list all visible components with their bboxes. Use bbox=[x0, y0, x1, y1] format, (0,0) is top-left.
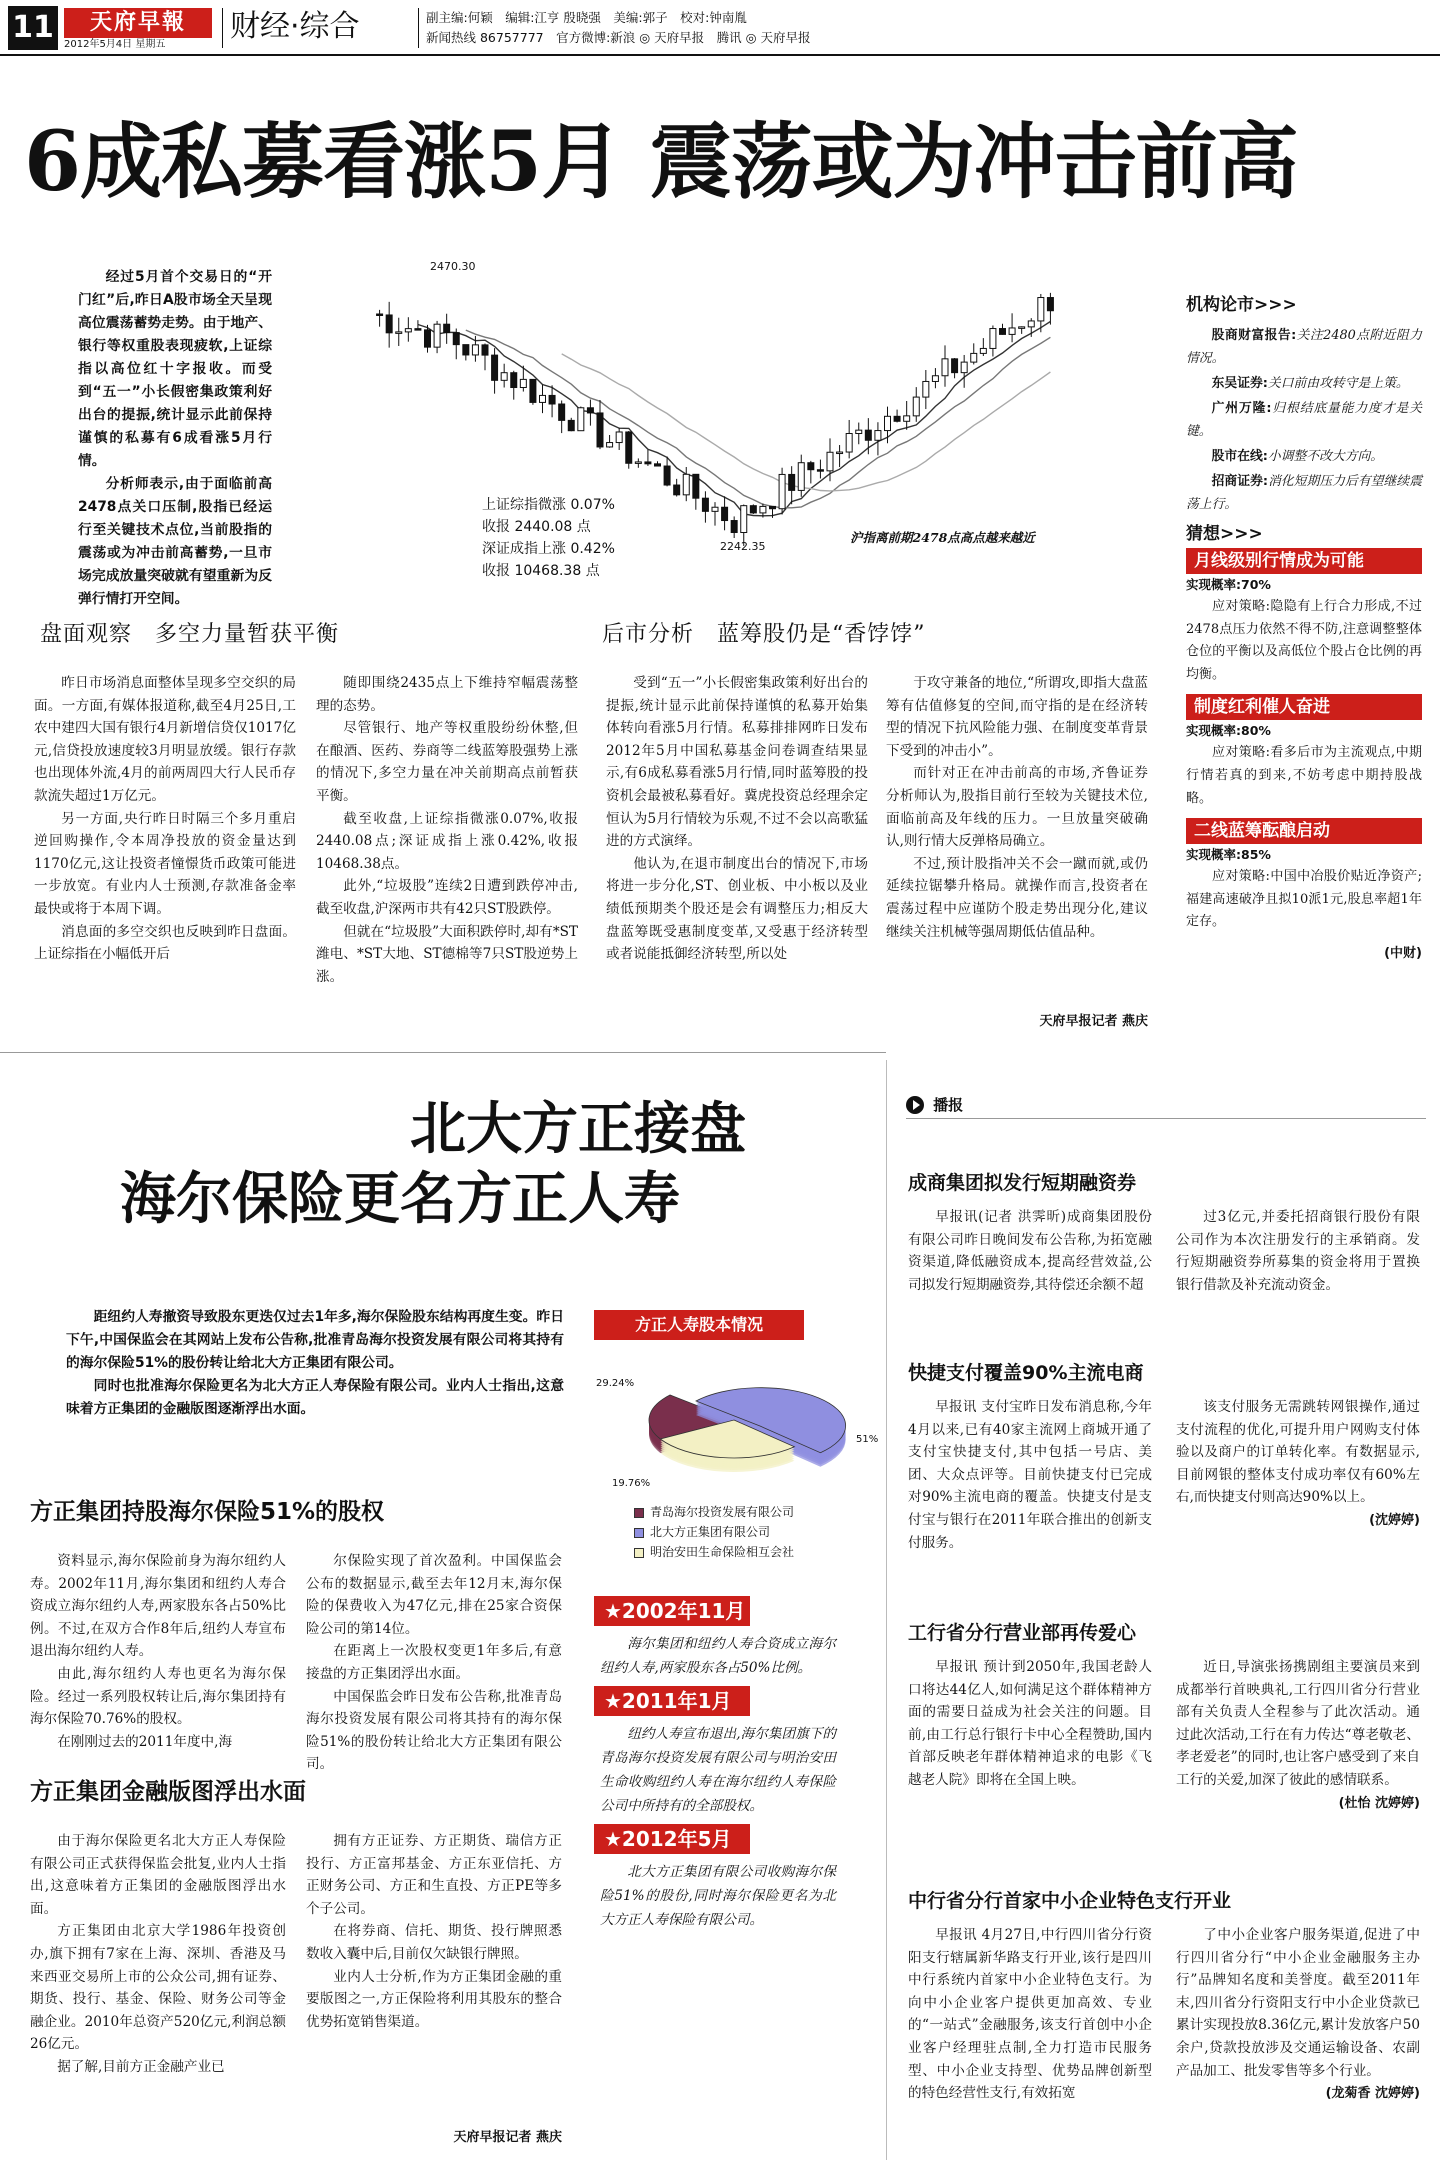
candle-body bbox=[607, 443, 613, 447]
brief-left-column: 早报讯 预计到2050年,我国老龄人口将达44亿人,如何满足这个群体精神方面的需要日益成为社会关注的问题。目前,由工行总行银行卡中心全程赞助,国内首部反映老年群体精神追求的电影《飞越老人院》即将在全国上映。 bbox=[908, 1659, 1152, 1788]
candle-body bbox=[405, 329, 411, 332]
paragraph: 资料显示,海尔保险前身为海尔纽约人寿。2002年11月,海尔集团和纽约人寿合资成立海尔纽约人寿,两家股东各占50%比例。不过,在双方合作8年后,纽约人寿宣布退出海尔纽约人寿。 bbox=[30, 1553, 286, 1660]
candle-body bbox=[635, 462, 641, 464]
institution-opinion: 消化短期压力后有望继续震荡上行。 bbox=[1186, 474, 1423, 512]
story2-title-2: 海尔保险更名方正人寿 bbox=[120, 1166, 680, 1232]
chart-stats bbox=[482, 494, 615, 582]
timeline-item bbox=[594, 1686, 838, 1818]
pie-panel bbox=[594, 1310, 884, 1590]
story2-byline: 天府早报记者 燕庆 bbox=[453, 2130, 562, 2145]
candle-body bbox=[1009, 328, 1015, 334]
timeline-year: ★2002年11月 bbox=[594, 1596, 750, 1626]
institution-opinion: 归根结底量能力度才是关键。 bbox=[1186, 401, 1422, 439]
legend-swatch bbox=[634, 1508, 644, 1518]
paragraph: 不过,预计股指冲关不会一蹴而就,或仍延续拉锯攀升格局。就操作而言,投资者在震荡过程中应谨防个股走势出现分化,建议继续关注机械等强周期低估值品种。 bbox=[886, 855, 1148, 940]
chart-note: 沪指离前期2478点高点越来越近 bbox=[850, 530, 1035, 545]
candle-body bbox=[1000, 329, 1006, 335]
candle-body bbox=[731, 521, 737, 533]
candle-body bbox=[932, 376, 938, 382]
candle-body bbox=[463, 345, 469, 355]
paragraph: 此外,“垃圾股”连续2日遭到跌停冲击,截至收盘,沪深两市共有42只ST股跌停。 bbox=[316, 878, 578, 917]
candle-body bbox=[693, 474, 699, 498]
guess-strategy: 应对策略:中国中冶股价贴近净资产;福建高速破净且拟10派1元,股息率超1年定存。 bbox=[1186, 869, 1422, 930]
paragraph: 随即围绕2435点上下维持窄幅震荡整理的态势。 bbox=[316, 675, 578, 714]
brief-right-column: 近日,导演张扬携剧组主要演员来到成都举行首映典礼,工行四川省分行营业部有关负责人全程参与了此次活动。通过此次活动,工行在有力传达“尊老敬老、孝老爱老”的同时,也让客户感受到了来自工行的关爱,加深了彼此的感情联系。 bbox=[1176, 1659, 1420, 1788]
story2-subhead-1: 方正集团持股海尔保险51%的股权 bbox=[30, 1499, 385, 1525]
candle-body bbox=[1038, 298, 1044, 321]
legend-label: 北大方正集团有限公司 bbox=[650, 1525, 771, 1539]
candle-body bbox=[1047, 298, 1053, 311]
story2-column-d bbox=[306, 1830, 562, 2033]
candle-body bbox=[453, 333, 459, 345]
brief-right-column: 了中小企业客户服务渠道,促进了中行四川省分行“中小企业金融服务主办行”品牌知名度和美誉度。截至2011年末,四川省分行资阳支行中小企业贷款已累计实现投放8.36亿元,累计发放客户50余户,贷款投放涉及交通运输设备、农副产品加工、批发零售等多个行业。 bbox=[1176, 1927, 1420, 2079]
candle-body bbox=[492, 355, 498, 380]
paragraph: 在距离上一次股权变更1年多后,有意接盘的方正集团浮出水面。 bbox=[306, 1643, 562, 1682]
candle-body bbox=[645, 462, 651, 464]
candle-body bbox=[837, 452, 843, 454]
paragraph: 尔保险实现了首次盈利。中国保监会公布的数据显示,截至去年12月末,海尔保险的保费收入为47亿元,排在25家合资保险公司的第14位。 bbox=[306, 1553, 562, 1637]
candle-body bbox=[683, 474, 689, 495]
story1-subhead-1: 盘面观察 多空力量暂获平衡 bbox=[40, 622, 340, 647]
timeline bbox=[594, 1596, 838, 1938]
guess-item bbox=[1186, 548, 1422, 686]
institution-name: 招商证券: bbox=[1211, 474, 1269, 489]
candle-body bbox=[482, 345, 488, 355]
story1-column-4 bbox=[886, 672, 1148, 943]
briefs-header-label: 播报 bbox=[933, 1096, 964, 1114]
candle-body bbox=[750, 506, 756, 513]
brief-title: 快捷支付覆盖90%主流电商 bbox=[908, 1362, 1144, 1384]
candle-body bbox=[741, 506, 747, 533]
candle-body bbox=[674, 485, 680, 495]
newspaper-logo: 天府早報 bbox=[64, 8, 212, 38]
pie-label: 19.76% bbox=[612, 1478, 651, 1489]
brief-item bbox=[908, 1618, 1420, 1811]
index-chart bbox=[330, 258, 1090, 579]
institution-view bbox=[1186, 397, 1422, 443]
timeline-year: ★2012年5月 bbox=[594, 1824, 750, 1854]
candle-body bbox=[568, 420, 574, 430]
candle-body bbox=[846, 434, 852, 453]
candle-body bbox=[856, 430, 862, 433]
section-name: 财经·综合 bbox=[230, 9, 360, 44]
guess-item bbox=[1186, 694, 1422, 810]
page-number: 11 bbox=[8, 6, 58, 50]
legend-swatch bbox=[634, 1548, 644, 1558]
candle-body bbox=[559, 404, 565, 420]
stat-line: 上证综指微涨 0.07% bbox=[482, 497, 615, 513]
candle-body bbox=[587, 408, 593, 413]
candle-body bbox=[626, 432, 632, 463]
candle-body bbox=[923, 381, 929, 397]
paragraph: 于攻守兼备的地位,“所谓攻,即指大盘蓝筹有估值修复的空间,而守指的是在经济转型的情况下抗风险能力强、在制度变革背景下受到的冲击小”。 bbox=[886, 675, 1148, 759]
staff-credits: 副主编:何颖 编辑:江亨 殷晓强 美编:郭子 校对:钟南胤 bbox=[426, 10, 747, 25]
institution-name: 股市在线: bbox=[1211, 449, 1268, 464]
candle-body bbox=[808, 463, 814, 470]
pie-legend-item bbox=[634, 1522, 882, 1542]
candle-body bbox=[530, 379, 536, 402]
candle-body bbox=[511, 373, 517, 388]
candle-body bbox=[501, 373, 507, 381]
institution-view bbox=[1186, 470, 1422, 516]
guess-title-tag: 二线蓝筹酝酿启动 bbox=[1186, 818, 1422, 844]
divider bbox=[222, 8, 223, 48]
lead-paragraph: 分析师表示,由于面临前高2478点关口压制,股指已经运行至关键技术点位,当前股指的震荡或为冲击前高蓄势,一旦市场完成放量突破就有望重新为反弹行情打开空间。 bbox=[78, 476, 272, 607]
paragraph: 在刚刚过去的2011年度中,海 bbox=[57, 1733, 233, 1750]
pie-label: 29.24% bbox=[596, 1378, 635, 1389]
candle-body bbox=[952, 359, 958, 373]
brief-left-column: 早报讯 支付宝昨日发布消息称,今年4月以来,已有40家主流网上商城开通了支付宝快捷支付,其中包括一号店、美团、大众点评等。目前快捷支付已完成对90%主流电商的覆盖。快捷支付是支付宝与银行在2011年联合推出的创新支付服务。 bbox=[908, 1399, 1152, 1551]
paragraph: 业内人士分析,作为方正集团金融的重要版图之一,方正保险将利用其股东的整合优势拓宽销售渠道。 bbox=[306, 1968, 562, 2030]
paragraph: 他认为,在退市制度出台的情况下,市场将进一步分化,ST、创业板、中小板以及业绩低预期类个股还是会有调整压力;相反大盘蓝筹既受惠制度变革,又受惠于经济转型或者说能抵御经济转型,所以处 bbox=[606, 855, 868, 963]
institution-view bbox=[1186, 372, 1422, 395]
issue-date: 2012年5月4日 星期五 bbox=[64, 39, 166, 50]
lead-paragraph: 经过5月首个交易日的“开门红”后,昨日A股市场全天呈现高位震荡蓄势走势。由于地产、银行等权重股表现疲软,上证综指以高位红十字报收。而受到“五一”小长假密集政策利好出台的提振,统计显示此前保持谨慎的私募有6成看涨5月行情。 bbox=[78, 269, 272, 469]
candle-body bbox=[1028, 321, 1034, 327]
paragraph: 消息面的多空交织也反映到昨日盘面。上证综指在小幅低开后 bbox=[34, 923, 296, 963]
guess-strategy: 应对策略:隐隐有上行合力形成,不过2478点压力依然不得不防,注意调整整体仓位的平衡以及高低位个股占仓比例的再均衡。 bbox=[1186, 599, 1422, 682]
candle-body bbox=[434, 324, 440, 347]
candle-body bbox=[885, 416, 891, 430]
pie-label: 51% bbox=[856, 1434, 879, 1445]
chart-low-label: 2242.35 bbox=[720, 540, 766, 553]
candle-body bbox=[722, 507, 728, 520]
story2-lead bbox=[66, 1306, 564, 1421]
story2-subhead-2: 方正集团金融版图浮出水面 bbox=[30, 1779, 306, 1805]
story1-column-3 bbox=[606, 672, 868, 966]
legend-label: 明治安田生命保险相互会社 bbox=[650, 1545, 795, 1559]
main-headline: 6成私募看涨5月 震荡或为冲击前高 bbox=[24, 114, 1298, 210]
institution-view bbox=[1186, 445, 1422, 468]
chart-high-label: 2470.30 bbox=[430, 260, 476, 273]
institution-view bbox=[1186, 324, 1422, 370]
moving-average-line bbox=[466, 330, 1051, 508]
candle-body bbox=[702, 498, 708, 511]
timeline-text: 北大方正集团有限公司收购海尔保险51%的股份,同时海尔保险更名为北大方正人寿保险有限公司。 bbox=[600, 1864, 836, 1928]
pie-legend-item bbox=[634, 1502, 882, 1522]
guess-list bbox=[1186, 548, 1422, 934]
moving-average-line bbox=[562, 354, 1051, 491]
candle-body bbox=[817, 470, 823, 472]
legend-swatch bbox=[634, 1528, 644, 1538]
briefs-header bbox=[906, 1094, 1426, 1118]
paragraph: 而针对正在冲击前高的市场,齐鲁证券分析师认为,股指目前行至较为关键技术位,面临前高及年线的压力。一旦放量突破确认,则行情大反弹格局确立。 bbox=[886, 765, 1148, 850]
institution-name: 广州万隆: bbox=[1211, 401, 1272, 416]
institution-opinion: 小调整不改大方向。 bbox=[1267, 449, 1384, 464]
candle-body bbox=[396, 332, 402, 334]
moving-average-line bbox=[418, 322, 1051, 516]
story1-lead bbox=[78, 266, 272, 611]
brief-title: 成商集团拟发行短期融资券 bbox=[908, 1172, 1137, 1194]
story2-column-c bbox=[30, 1830, 286, 2079]
brief-item bbox=[908, 1168, 1420, 1293]
sidebar-credit: (中财) bbox=[1384, 945, 1422, 961]
sidebar-title: 机构论市>>> bbox=[1186, 295, 1297, 315]
story1-byline: 天府早报记者 燕庆 bbox=[1039, 1014, 1148, 1029]
brief-item bbox=[908, 1886, 1420, 2102]
guess-strategy: 应对策略:看多后市为主流观点,中期行情若真的到来,不妨考虑中期持股战略。 bbox=[1186, 745, 1422, 806]
timeline-item bbox=[594, 1596, 838, 1680]
briefs-divider bbox=[886, 1060, 887, 2160]
timeline-year: ★2011年1月 bbox=[594, 1686, 750, 1716]
brief-right-column: 该支付服务无需跳转网银操作,通过支付流程的优化,可提升用户网购支付体验以及商户的订单转化率。有数据显示,目前网银的整体支付成功率仅有60%左右,而快捷支付则高达90%以上。 bbox=[1176, 1399, 1420, 1506]
candle-body bbox=[712, 507, 718, 511]
brief-right-column: 过3亿元,并委托招商银行股份有限公司作为本次注册发行的主承销商。发行短期融资券所募集的资金将用于置换银行借款及补充流动资金。 bbox=[1176, 1209, 1420, 1293]
candle-body bbox=[425, 330, 431, 347]
institution-opinion: 关口前由攻转守是上策。 bbox=[1267, 376, 1409, 391]
legend-label: 青岛海尔投资发展有限公司 bbox=[650, 1505, 795, 1519]
timeline-text: 纽约人寿宣布退出,海尔集团旗下的青岛海尔投资发展有限公司与明治安田生命收购纽约人寿在海尔纽约人寿保险公司中所持有的全部股权。 bbox=[600, 1726, 836, 1814]
candle-body bbox=[913, 397, 919, 416]
candle-body bbox=[597, 413, 603, 447]
paragraph: 中国保监会昨日发布公告称,批准青岛海尔投资发展有限公司将其持有的海尔保险51%的股份转让给北大方正集团有限公司。 bbox=[306, 1688, 562, 1773]
candle-body bbox=[760, 506, 766, 512]
story1-subhead-2: 后市分析 蓝筹股仍是“香饽饽” bbox=[602, 622, 926, 647]
timeline-item bbox=[594, 1824, 838, 1932]
candle-body bbox=[664, 466, 670, 485]
candle-body bbox=[377, 314, 383, 316]
guess-title-tag: 制度红利催人奋进 bbox=[1186, 694, 1422, 720]
lead-paragraph: 距纽约人寿撤资导致股东更迭仅过去1年多,海尔保险股东结构再度生变。昨日下午,中国保监会在其网站上发布公告称,批准青岛海尔投资发展有限公司将其持有的海尔保险51%的股份转让给北大方正集团有限公司。 bbox=[66, 1309, 564, 1371]
divider bbox=[418, 8, 419, 48]
candle-body bbox=[798, 463, 804, 491]
candle-body bbox=[980, 348, 986, 353]
guess-probability: 实现概率:85% bbox=[1186, 847, 1271, 863]
institution-name: 东吴证券: bbox=[1211, 376, 1268, 391]
candle-body bbox=[1019, 327, 1025, 329]
paragraph: 尽管银行、地产等权重股纷纷休整,但在酿酒、医药、券商等二线蓝筹股强势上涨的情况下,多空力量在冲关前期高点前暂获平衡。 bbox=[316, 720, 578, 804]
candle-body bbox=[971, 353, 977, 362]
brief-credit: (杜怡 沈婷婷) bbox=[1338, 1796, 1420, 1811]
candle-body bbox=[875, 431, 881, 441]
candle-body bbox=[386, 315, 392, 333]
candle-body bbox=[549, 395, 555, 404]
guess-probability: 实现概率:80% bbox=[1186, 723, 1271, 739]
paragraph: 拥有方正证券、方正期货、瑞信方正投行、方正富邦基金、方正东亚信托、方正财务公司、方正和生直投、方正PE等多个子公司。 bbox=[306, 1833, 562, 1917]
candle-body bbox=[990, 329, 996, 349]
views-list bbox=[1186, 324, 1422, 516]
story1-column-2 bbox=[316, 672, 578, 988]
paragraph: 另一方面,央行昨日时隔三个多月重启逆回购操作,令本周净投放的资金量达到1170亿元,这让投资者憧憬货币政策可能进一步放宽。有业内人士预测,存款准备金率最快或将于本周下调。 bbox=[34, 810, 296, 917]
pie-legend bbox=[634, 1502, 882, 1562]
news-hotline: 新闻热线 86757777 官方微博:新浪 ◎ 天府早报 腾讯 ◎ 天府早报 bbox=[426, 30, 811, 45]
paragraph: 受到“五一”小长假密集政策利好出台的提振,统计显示此前保持谨慎的私募开始集体转向看涨5月行情。私募排排网昨日发布2012年5月中国私募基金问卷调查结果显示,有6成私募看涨5月行情,同时蓝筹股的投资机会最被私募看好。冀虎投资总经理余定恒认为5月行情较为乐观,不过不会以高歌猛进的方式演绎。 bbox=[606, 675, 868, 850]
brief-title: 工行省分行营业部再传爱心 bbox=[908, 1622, 1137, 1644]
candle-body bbox=[894, 416, 900, 421]
timeline-text: 海尔集团和纽约人寿合资成立海尔纽约人寿,两家股东各占50%比例。 bbox=[600, 1636, 836, 1676]
paragraph: 方正集团由北京大学1986年投资创办,旗下拥有7家在上海、深圳、香港及马来西亚交易所上市的公众公司,拥有证券、期货、投行、基金、保险、财务公司等金融企业。2010年总资产520亿元,利润总额26亿元。 bbox=[30, 1923, 286, 2053]
masthead bbox=[0, 0, 1440, 56]
guess-title: 猜想>>> bbox=[1186, 524, 1263, 544]
story2-column-b bbox=[306, 1550, 562, 1776]
story2-title-1: 北大方正接盘 bbox=[410, 1096, 746, 1162]
paragraph: 据了解,目前方正金融产业已 bbox=[57, 2058, 225, 2075]
candle-body bbox=[961, 362, 967, 373]
masthead-rule bbox=[0, 54, 1440, 56]
candle-body bbox=[472, 345, 478, 355]
candle-body bbox=[655, 464, 661, 466]
candle-body bbox=[904, 416, 910, 421]
paragraph: 由此,海尔纽约人寿也更名为海尔保险。经过一系列股权转让后,海尔集团持有海尔保险70.76%的股权。 bbox=[30, 1665, 286, 1728]
candlestick-chart bbox=[330, 258, 1090, 568]
brief-title: 中行省分行首家中小企业特色支行开业 bbox=[908, 1890, 1232, 1912]
candle-body bbox=[779, 474, 785, 508]
candle-body bbox=[616, 432, 622, 443]
guess-item bbox=[1186, 818, 1422, 934]
candle-body bbox=[789, 474, 795, 490]
brief-credit: (龙菊香 沈婷婷) bbox=[1325, 2086, 1420, 2101]
paragraph: 在将券商、信托、期货、投行牌照悉数收入囊中后,目前仅欠缺银行牌照。 bbox=[306, 1923, 562, 1962]
candle-body bbox=[827, 452, 833, 471]
brief-left-column: 早报讯(记者 洪霁昕)成商集团股份有限公司昨日晚间发布公告称,为拓宽融资渠道,降低融资成本,提高经营效益,公司拟发行短期融资券,其待偿还余额不超 bbox=[908, 1209, 1152, 1293]
story1-column-1 bbox=[34, 672, 296, 966]
candle-body bbox=[444, 324, 450, 332]
lead-paragraph: 同时也批准海尔保险更名为北大方正人寿保险有限公司。业内人士指出,这意味着方正集团的金融版图逐渐浮出水面。 bbox=[66, 1378, 564, 1417]
brief-item bbox=[908, 1358, 1420, 1551]
institution-opinion: 关注2480点附近阻力情况。 bbox=[1186, 328, 1422, 366]
candle-body bbox=[540, 395, 546, 402]
candle-body bbox=[520, 379, 526, 387]
brief-credit: (沈婷婷) bbox=[1369, 1513, 1420, 1528]
paragraph: 截至收盘,上证综指微涨0.07%,收报2440.08点;深证成指上涨0.42%,收报10468.38点。 bbox=[316, 810, 578, 872]
brief-left-column: 早报讯 4月27日,中行四川省分行资阳支行辖属新华路支行开业,该行是四川中行系统内首家中小企业特色支行。为向中小企业客户提供更加高效、专业的“一站式”金融服务,该支行首创中小企业客户经理驻点制,全力打造市民服务型、中小企业支持型、优势品牌创新型的特色经营性支行,有效拓宽 bbox=[908, 1927, 1152, 2102]
stat-line: 收报 2440.08 点 bbox=[482, 519, 591, 535]
stat-line: 收报 10468.38 点 bbox=[482, 563, 600, 579]
stat-line: 深证成指上涨 0.42% bbox=[482, 541, 615, 557]
paragraph: 由于海尔保险更名北大方正人寿保险有限公司正式获得保监会批复,业内人士指出,这意味着方正集团的金融版图浮出水面。 bbox=[30, 1833, 286, 1917]
guess-title-tag: 月线级别行情成为可能 bbox=[1186, 548, 1422, 574]
candle-body bbox=[770, 506, 776, 508]
sidebar bbox=[1186, 290, 1422, 961]
pie-legend-item bbox=[634, 1542, 882, 1562]
paragraph: 昨日市场消息面整体呈现多空交织的局面。一方面,有媒体报道称,截至4月25日,工农中建四大国有银行4月新增信贷仅1017亿元,信贷投放速度较3月明显放缓。银行存款也出现体外流,4月的前两周四大行人民币存款流失超过1万亿元。 bbox=[34, 675, 296, 804]
candle-body bbox=[578, 408, 584, 431]
paragraph: 但就在“垃圾股”大面积跌停时,却有*ST潍电、*ST大地、ST德棉等7只ST股逆势上涨。 bbox=[316, 923, 578, 985]
institution-name: 股商财富报告: bbox=[1211, 328, 1297, 343]
candle-body bbox=[942, 359, 948, 376]
pie-title: 方正人寿股本情况 bbox=[594, 1310, 804, 1340]
story2-column-a bbox=[30, 1550, 286, 1753]
candle-body bbox=[865, 430, 871, 440]
play-icon bbox=[906, 1096, 924, 1114]
guess-probability: 实现概率:70% bbox=[1186, 577, 1271, 592]
candle-body bbox=[415, 329, 421, 331]
story2-rule bbox=[0, 1052, 886, 1053]
